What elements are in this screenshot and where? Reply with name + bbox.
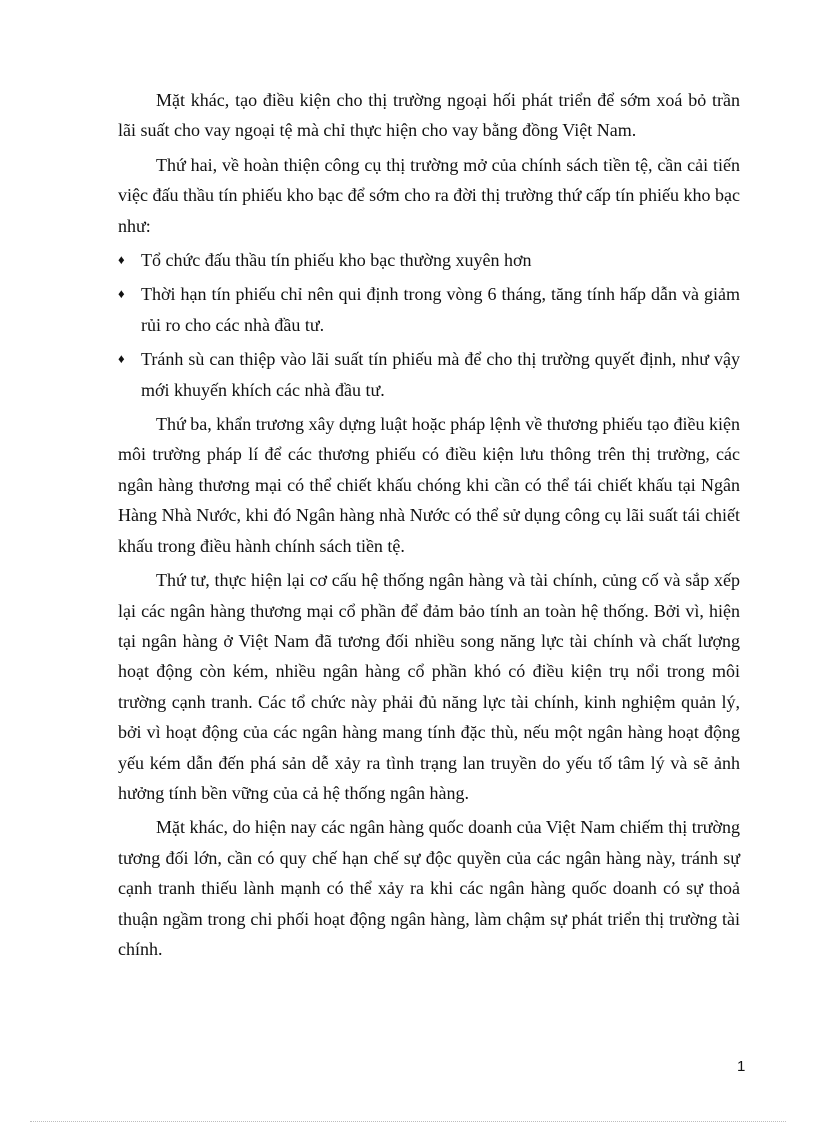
page-bottom-divider [30, 1121, 786, 1122]
treasury-bill-measures-list [118, 245, 740, 405]
list-item [118, 344, 740, 405]
diamond-bullet-icon: ♦ [118, 351, 125, 367]
list-item-text: Thời hạn tín phiếu chỉ nên qui định trong vòng 6 tháng, tăng tính hấp dẫn và giảm rủi ro cho các nhà đầu tư. [141, 284, 740, 335]
paragraph-foreign-exchange: Mặt khác, tạo điều kiện cho thị trường ngoại hối phát triển để sớm xoá bỏ trần lãi suất cho vay ngoại tệ mà chỉ thực hiện cho vay bằng đồng Việt Nam. [118, 90, 740, 141]
list-item [118, 245, 740, 275]
diamond-bullet-icon: ♦ [118, 286, 125, 302]
paragraph-third-commercial-paper: Thứ ba, khẩn trương xây dựng luật hoặc pháp lệnh về thương phiếu tạo điều kiện môi trường pháp lí để các thương phiếu có điều kiện lưu thông trên thị trường, các ngân hàng thương mại có thể chiết khấu chóng khi cần có thể tái chiết khấu tại Ngân Hàng Nhà Nước, khi đó Ngân hàng nhà Nước có thể sử dụng công cụ lãi suất tái chiết khấu trong điều hành chính sách tiền tệ. [118, 414, 740, 556]
paragraph-second-open-market: Thứ hai, về hoàn thiện công cụ thị trường mở của chính sách tiền tệ, cần cải tiến việc đấu thầu tín phiếu kho bạc để sớm cho ra đời thị trường thứ cấp tín phiếu kho bạc như: [118, 154, 740, 236]
page-number: 1 [737, 1058, 746, 1075]
list-item-text: Tổ chức đấu thầu tín phiếu kho bạc thường xuyên hơn [141, 250, 532, 271]
list-item-text: Tránh sù can thiệp vào lãi suất tín phiếu mà để cho thị trường quyết định, như vậy mới khuyến khích các nhà đầu tư. [141, 349, 740, 400]
diamond-bullet-icon: ♦ [118, 252, 125, 268]
page-body [118, 85, 740, 968]
paragraph-fourth-restructuring: Thứ tư, thực hiện lại cơ cấu hệ thống ngân hàng và tài chính, củng cố và sắp xếp lại các ngân hàng thương mại cổ phần để đảm bảo tính an toàn hệ thống. Bởi vì, hiện tại ngân hàng ở Việt Nam đã tương đối nhiều song năng lực tài chính và chất lượng hoạt động còn kém, nhiều ngân hàng cổ phần khó có điều kiện trụ nổi trong môi trường cạnh tranh. Các tổ chức này phải đủ năng lực tài chính, kinh nghiệm quản lý, bởi vì hoạt động của các ngân hàng mang tính đặc thù, nếu một ngân hàng hoạt động yếu kém dẫn đến phá sản dễ xảy ra tình trạng lan truyền do yếu tố tâm lý và sẽ ảnh hưởng tính bền vững của cả hệ thống ngân hàng. [118, 570, 740, 803]
paragraph-state-banks-monopoly: Mặt khác, do hiện nay các ngân hàng quốc doanh của Việt Nam chiếm thị trường tương đối lớn, cần có quy chế hạn chế sự độc quyền của các ngân hàng này, tránh sự cạnh tranh thiếu lành mạnh có thể xảy ra khi các ngân hàng quốc doanh có sự thoả thuận ngầm trong chi phối hoạt động ngân hàng, làm chậm sự phát triển thị trường tài chính. [118, 817, 740, 959]
list-item [118, 279, 740, 340]
